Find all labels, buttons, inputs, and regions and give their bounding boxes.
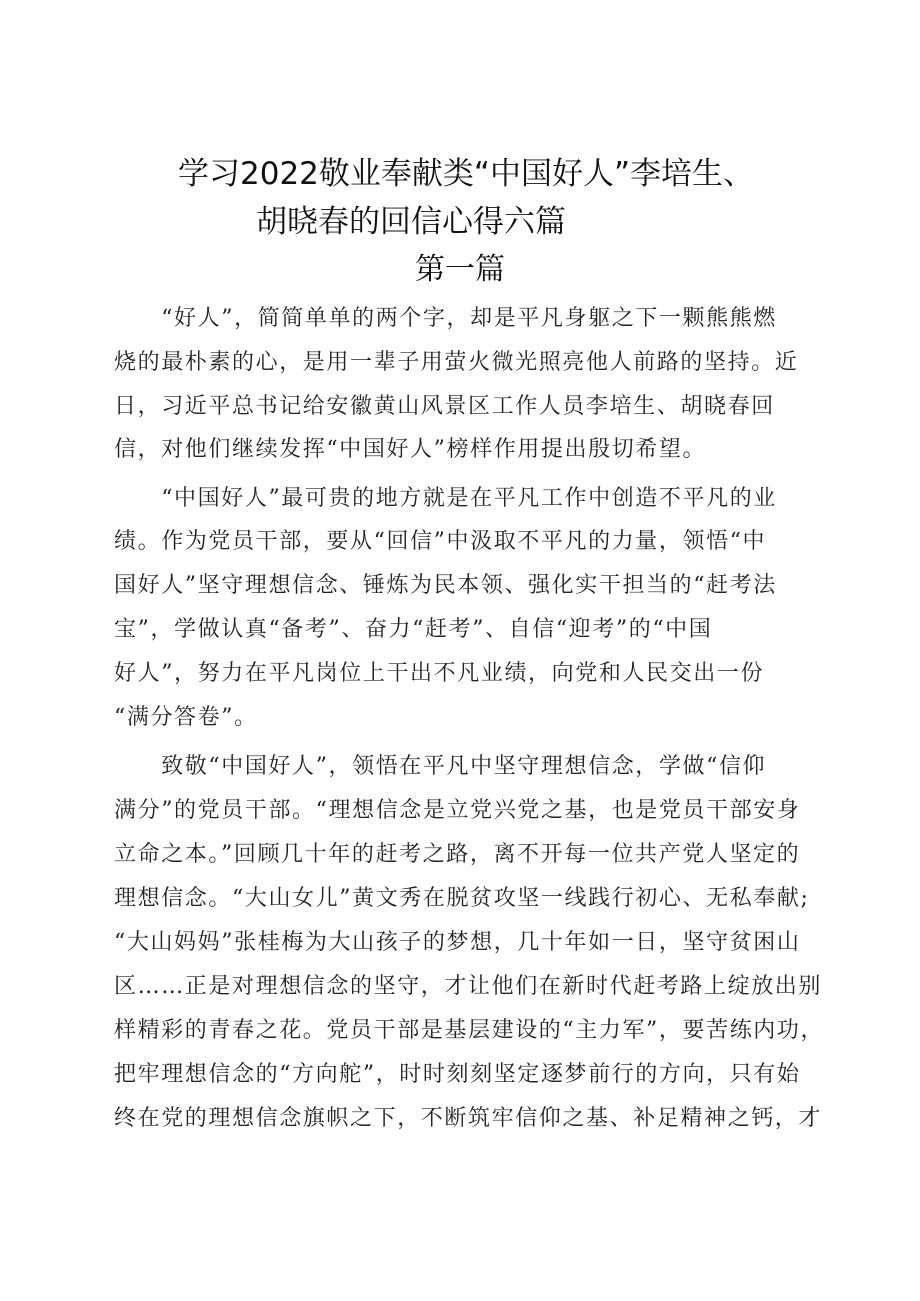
body-line: 烧的最朴素的心，是用一辈子用萤火微光照亮他人前路的坚持。近 xyxy=(114,350,799,375)
body-line: 理想信念。“大山女儿”黄文秀在脱贫攻坚一线践行初心、无私奉献; xyxy=(114,886,810,911)
body-line: 把牢理想信念的“方向舵”，时时刻刻坚定逐梦前行的方向，只有始 xyxy=(114,1062,801,1087)
body-line: 致敬“中国好人”，领悟在平凡中坚守理想信念，学做“信仰 xyxy=(114,754,767,779)
body-line: 满分”的党员干部。“理想信念是立党兴党之基，也是党员干部安身 xyxy=(114,798,801,823)
body-line: “中国好人”最可贵的地方就是在平凡工作中创造不平凡的业 xyxy=(114,486,777,511)
body-line: 绩。作为党员干部，要从“回信”中汲取不平凡的力量，领悟“中 xyxy=(114,529,767,554)
body-line: 日，习近平总书记给安徽黄山风景区工作人员李培生、胡晓春回 xyxy=(114,394,775,419)
body-line: “满分答卷”。 xyxy=(114,705,258,730)
body-line: “大山妈妈”张桂梅为大山孩子的梦想，几十年如一日，坚守贫困山 xyxy=(114,930,801,955)
section-heading: 第一篇 xyxy=(415,252,505,287)
body-line: 区……正是对理想信念的坚守，才让他们在新时代赶考路上绽放出别 xyxy=(114,974,823,999)
body-line: 国好人”坚守理想信念、锤炼为民本领、强化实干担当的“赶考法 xyxy=(114,573,777,598)
body-line: “好人”，简简单单的两个字，却是平凡身躯之下一颗熊熊燃 xyxy=(114,306,777,331)
body-line: 宝”，学做认真“备考”、奋力“赶考”、自信“迎考”的“中国 xyxy=(114,617,713,642)
body-line: 终在党的理想信念旗帜之下，不断筑牢信仰之基、补足精神之钙，才 xyxy=(114,1106,823,1131)
body-line: 立命之本。”回顾几十年的赶考之路，离不开每一位共产党人坚定的 xyxy=(114,842,801,867)
document-title-line-1: 学习2022敬业奉献类“中国好人”李培生、 xyxy=(178,156,755,192)
body-line: 样精彩的青春之花。党员干部是基层建设的“主力军”，要苦练内功， xyxy=(114,1018,825,1043)
body-line: 信，对他们继续发挥“中国好人”榜样作用提出殷切希望。 xyxy=(114,437,707,462)
document-title-line-2: 胡晓春的回信心得六篇 xyxy=(256,204,566,240)
body-line: 好人”，努力在平凡岗位上干出不凡业绩，向党和人民交出一份 xyxy=(114,661,765,686)
